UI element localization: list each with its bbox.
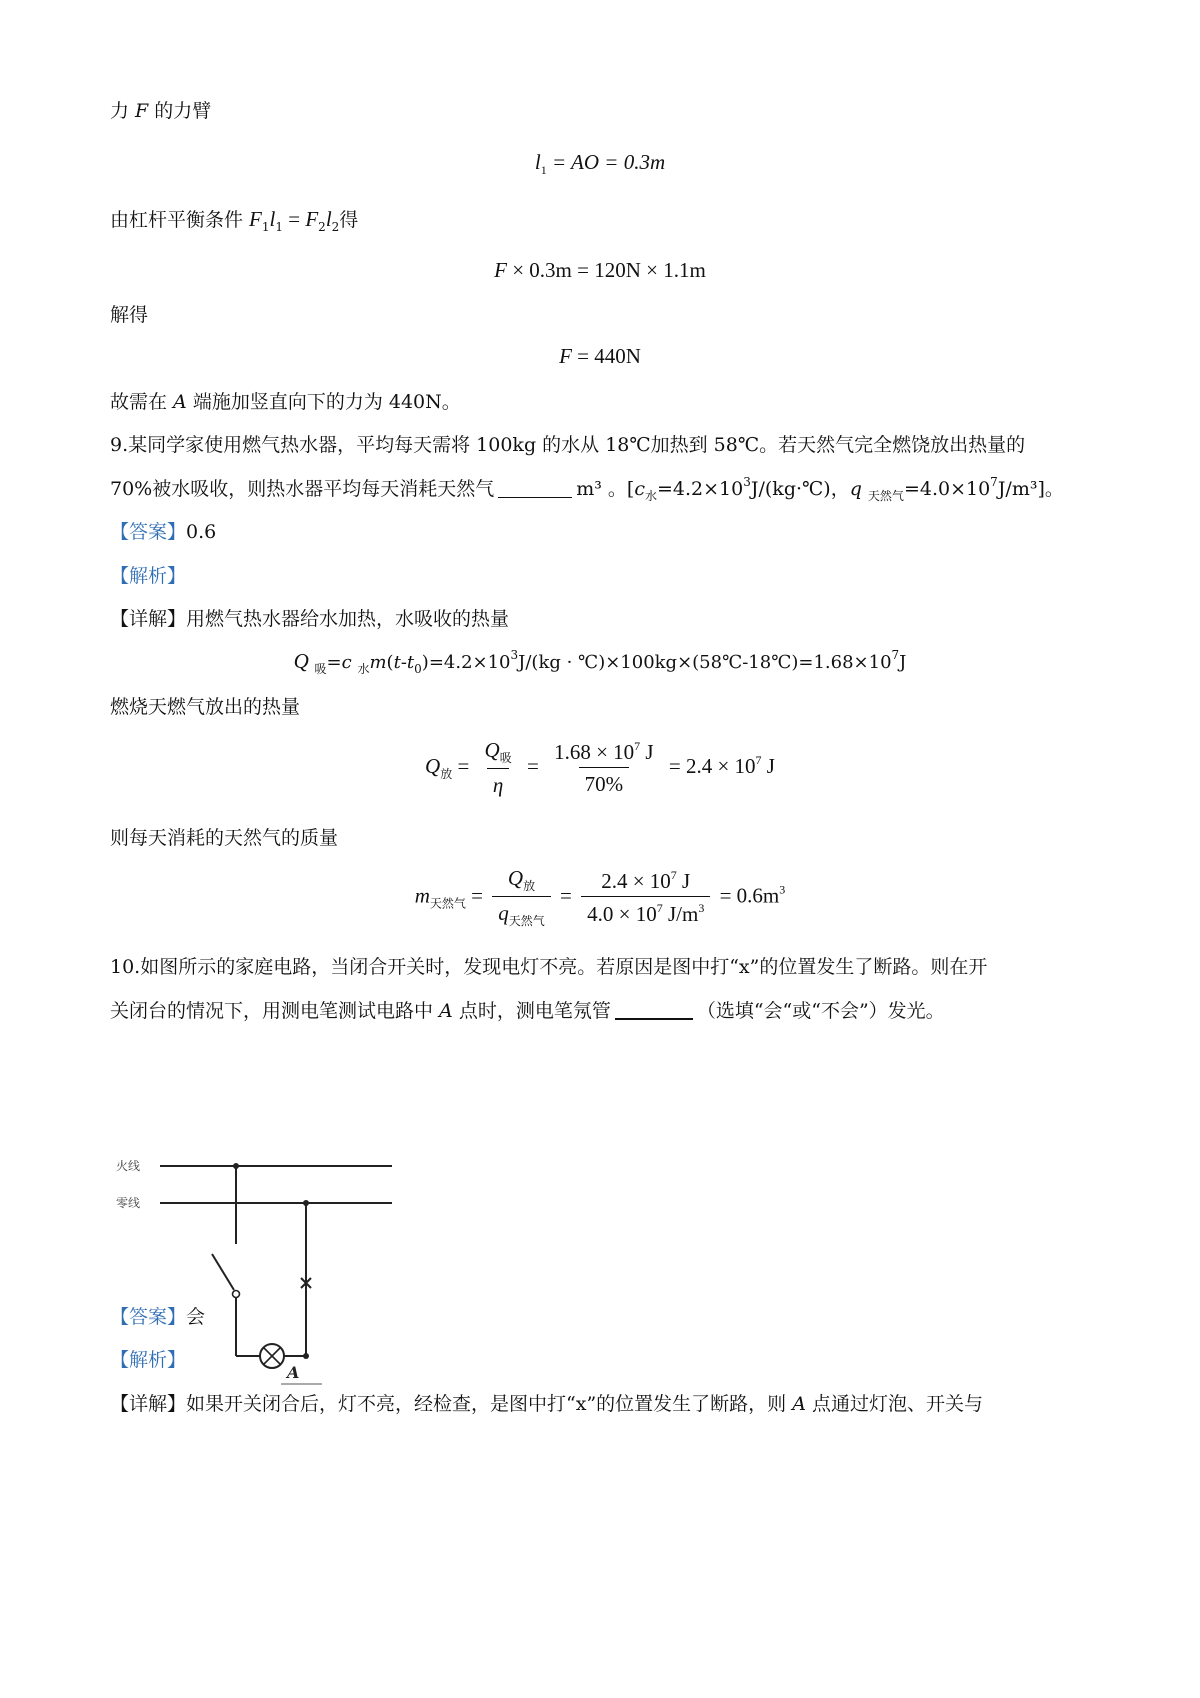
q10-text-line2: 关闭台的情况下，用测电笔测试电路中 A 点时，测电笔氖管 （选填“会“或“不会”）发光。 [110,1000,945,1022]
q9-equation-gas-volume: $m_{天然气}$ = $\frac{Q_放}{q_{天然气}}$ = $\frac{2.4 \times 10^7 J}{4.0 \times 10^7 J/m^3}$ = $0.6m^3$ [414,866,786,928]
q10-detail-line: 【详解】如果开关闭合后，灯不亮，经检查，是图中打“x”的位置发生了断路，则 A 点通过灯泡、开关与 [110,1393,983,1415]
live-wire-label: 火线 [116,1159,141,1173]
switch-blade [212,1254,234,1290]
force-arm-line: 力 F 的力臂 [110,100,212,122]
q9-answer-line: 【答案】0.6 [110,521,217,543]
equation-arm: $l_1$ = AO = 0.3m [534,150,666,177]
equation-result: F = 440N [559,344,641,368]
q9-text-line1: 9.某同学家使用燃气热水器，平均每天需将 100kg 的水从 18℃加热到 58℃。若天然气完全燃饶放出热量的 [110,434,1026,456]
q10-answer-line: 【答案】会 [110,1306,206,1328]
q10-analysis-tag: 【解析】 [110,1349,187,1371]
switch-contact [233,1291,240,1298]
point-a-label: A [287,1363,300,1382]
neutral-wire-label: 零线 [116,1196,141,1210]
q9-mass-text: 则每天消耗的天然气的质量 [110,827,339,849]
lever-condition-line: 由杠杆平衡条件 $F_1l_1 = F_2l_2$得 [110,207,359,234]
q9-burn-text: 燃烧天燃气放出的热量 [110,696,301,718]
solve-label: 解得 [110,304,149,326]
q9-equation-heat-absorbed: Q $_吸$=c $_水m(t-t_0)=4.2\times 10^3J/(kg$ · $℃)\times 100kg\times(58℃-18℃)=1.68\times 10^7J$ [293,648,907,676]
point-a [303,1353,309,1359]
q9-text-line2: 70%被水吸收，则热水器平均每天消耗天然气 m³ 。[$c_水=4.2\times 10^3J/(kg\cdot℃)$，q $_{天然气}=4.0\times 10^7J/m^3$]。 [110,475,1064,503]
equation-balance: F × 0.3m = 120N × 1.1m [494,258,706,282]
q10-answer-blank [615,1000,693,1020]
q9-answer-blank [498,479,572,498]
q9-detail-line: 【详解】用燃气热水器给水加热，水吸收的热量 [110,608,510,630]
q9-analysis-tag: 【解析】 [110,565,187,587]
q10-text-line1: 10.如图所示的家庭电路，当闭合开关时，发现电灯不亮。若原因是图中打“x”的位置发生了断路。则在开 [110,956,988,978]
conclusion-line: 故需在 A 端施加竖直向下的力为 440N。 [110,391,461,413]
q9-equation-heat-released: $Q_放$ = $\frac{Q_吸}{\eta}$ = $\frac{1.68 \times 10^7 J}{70\%}$ = $2.4 \times 10^7$ J [425,738,775,797]
